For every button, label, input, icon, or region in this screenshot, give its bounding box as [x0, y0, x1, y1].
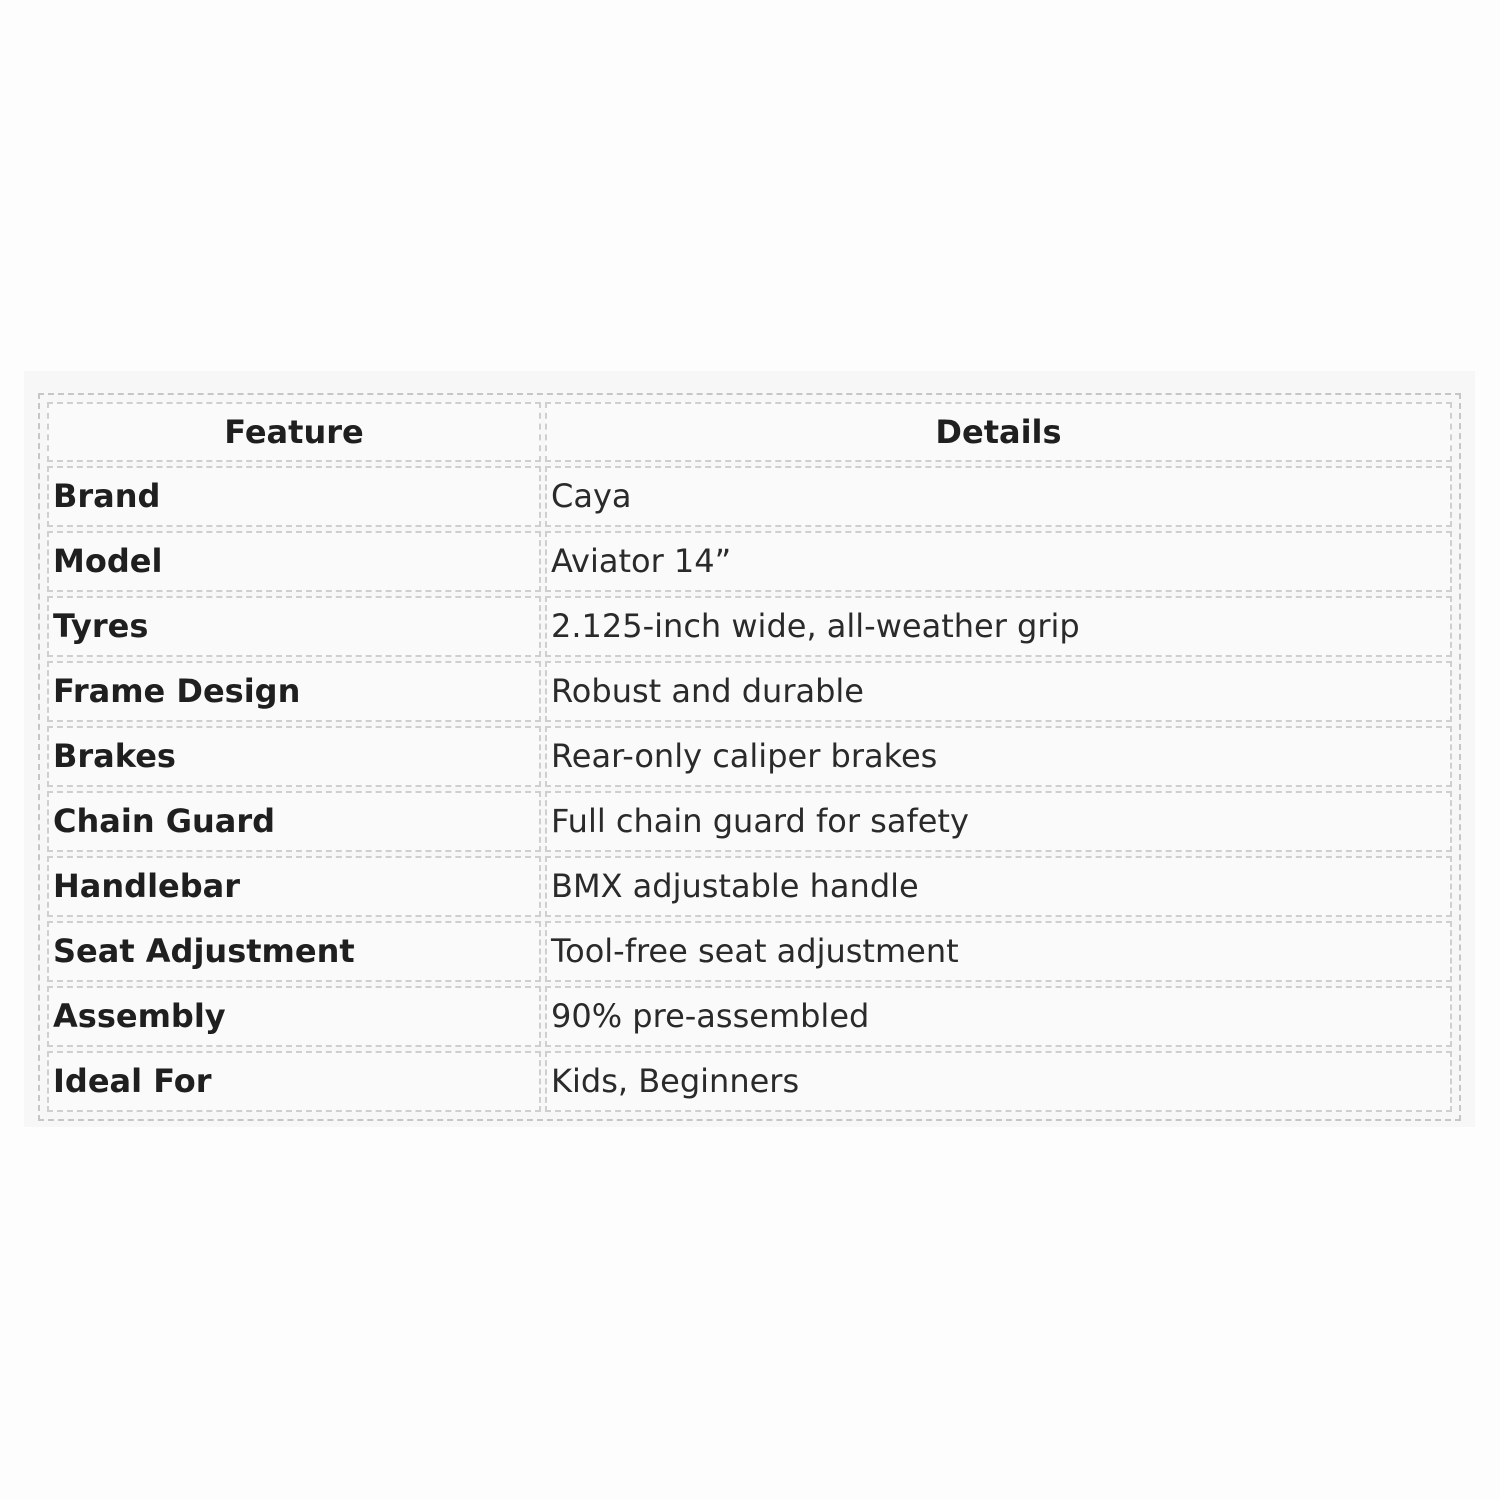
feature-cell: Brakes: [47, 726, 541, 787]
feature-cell: Frame Design: [47, 661, 541, 722]
detail-cell: BMX adjustable handle: [545, 856, 1452, 917]
detail-cell: Aviator 14”: [545, 531, 1452, 592]
table-row: [47, 531, 1452, 592]
detail-cell: Tool-free seat adjustment: [545, 921, 1452, 982]
spec-table-border: [38, 393, 1461, 1121]
feature-cell: Chain Guard: [47, 791, 541, 852]
table-header-row: [47, 402, 1452, 462]
detail-cell: Rear-only caliper brakes: [545, 726, 1452, 787]
feature-cell: Seat Adjustment: [47, 921, 541, 982]
table-row: [47, 791, 1452, 852]
detail-cell: 90% pre-assembled: [545, 986, 1452, 1047]
feature-cell: Brand: [47, 466, 541, 527]
spec-table-panel: [24, 371, 1475, 1127]
header-details: Details: [545, 402, 1452, 462]
feature-cell: Handlebar: [47, 856, 541, 917]
spec-table: [43, 398, 1456, 1116]
detail-cell: Caya: [545, 466, 1452, 527]
table-row: [47, 661, 1452, 722]
feature-cell: Ideal For: [47, 1051, 541, 1112]
table-row: [47, 986, 1452, 1047]
table-row: [47, 856, 1452, 917]
header-feature: Feature: [47, 402, 541, 462]
feature-cell: Tyres: [47, 596, 541, 657]
detail-cell: Kids, Beginners: [545, 1051, 1452, 1112]
table-row: [47, 921, 1452, 982]
detail-cell: 2.125-inch wide, all-weather grip: [545, 596, 1452, 657]
table-row: [47, 1051, 1452, 1112]
feature-cell: Assembly: [47, 986, 541, 1047]
table-row: [47, 726, 1452, 787]
feature-cell: Model: [47, 531, 541, 592]
table-row: [47, 596, 1452, 657]
detail-cell: Robust and durable: [545, 661, 1452, 722]
table-row: [47, 466, 1452, 527]
detail-cell: Full chain guard for safety: [545, 791, 1452, 852]
